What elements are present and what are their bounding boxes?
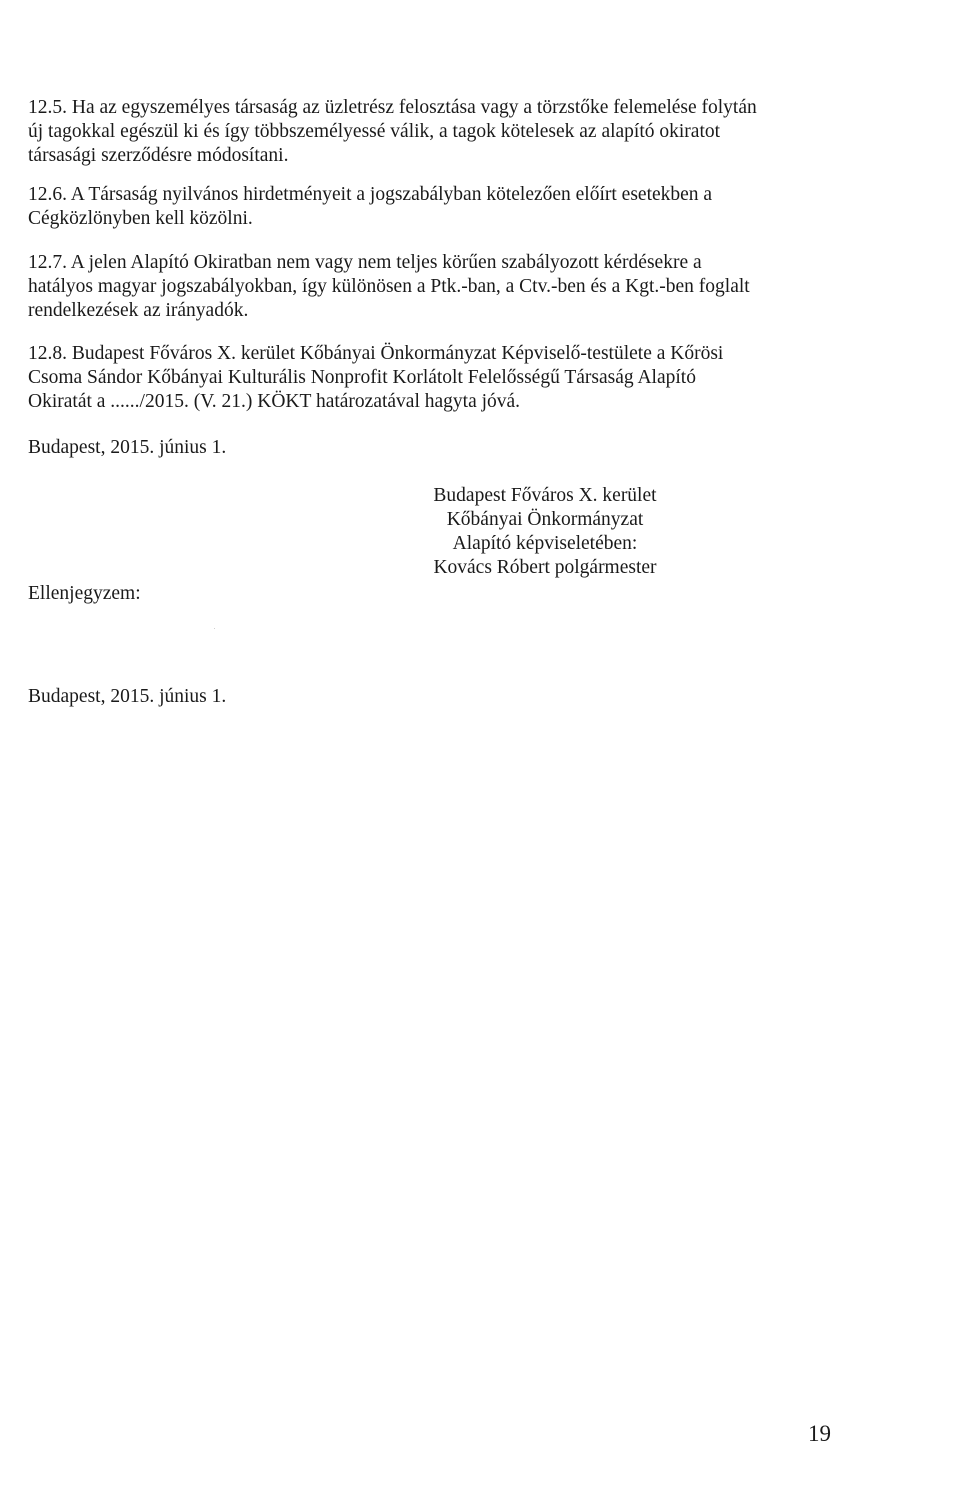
signature-block [400, 484, 690, 580]
section-12-7-line: 12.7. A jelen Alapító Okiratban nem vagy nem teljes körűen szabályozott kérdésekre a [28, 252, 702, 273]
signature-line: Kőbányai Önkormányzat [446, 509, 644, 530]
section-12-8-line: 12.8. Budapest Főváros X. kerület Kőbányai Önkormányzat Képviselő-testülete a Kőrösi [28, 343, 724, 364]
section-12-7 [28, 251, 840, 323]
section-12-8-line: Csoma Sándor Kőbányai Kulturális Nonprofit Korlátolt Felelősségű Társaság Alapító [28, 367, 696, 388]
section-12-6 [28, 183, 840, 231]
section-12-6-line: Cégközlönyben kell közölni. [28, 208, 253, 229]
section-12-7-line: rendelkezések az irányadók. [28, 300, 249, 321]
section-12-8-line: Okiratát a ....../2015. (V. 21.) KÖKT határozatával hagyta jóvá. [28, 391, 521, 412]
countersign-label: Ellenjegyzem: [28, 583, 141, 604]
section-12-5-line: új tagokkal egészül ki és így többszemélyessé válik, a tagok kötelesek az alapító okiratot [28, 121, 721, 142]
section-12-5-line: társasági szerződésre módosítani. [28, 145, 289, 166]
signature-line: Budapest Főváros X. kerület [433, 485, 657, 506]
date-place-second: Budapest, 2015. június 1. [28, 686, 227, 707]
page-number: 19 [808, 1421, 831, 1446]
date-place-first: Budapest, 2015. június 1. [28, 437, 227, 458]
section-12-5 [28, 96, 840, 168]
scan-speck [214, 628, 215, 629]
section-12-8 [28, 342, 840, 414]
section-12-5-line: 12.5. Ha az egyszemélyes társaság az üzletrész felosztása vagy a törzstőke felemelése folytán [28, 97, 757, 118]
signature-line: Kovács Róbert polgármester [433, 557, 657, 578]
section-12-7-line: hatályos magyar jogszabályokban, így különösen a Ptk.-ban, a Ctv.-ben és a Kgt.-ben foglalt [28, 276, 750, 297]
signature-line: Alapító képviseletében: [452, 533, 638, 554]
section-12-6-line: 12.6. A Társaság nyilvános hirdetményeit a jogszabályban kötelezően előírt esetekben a [28, 184, 713, 205]
